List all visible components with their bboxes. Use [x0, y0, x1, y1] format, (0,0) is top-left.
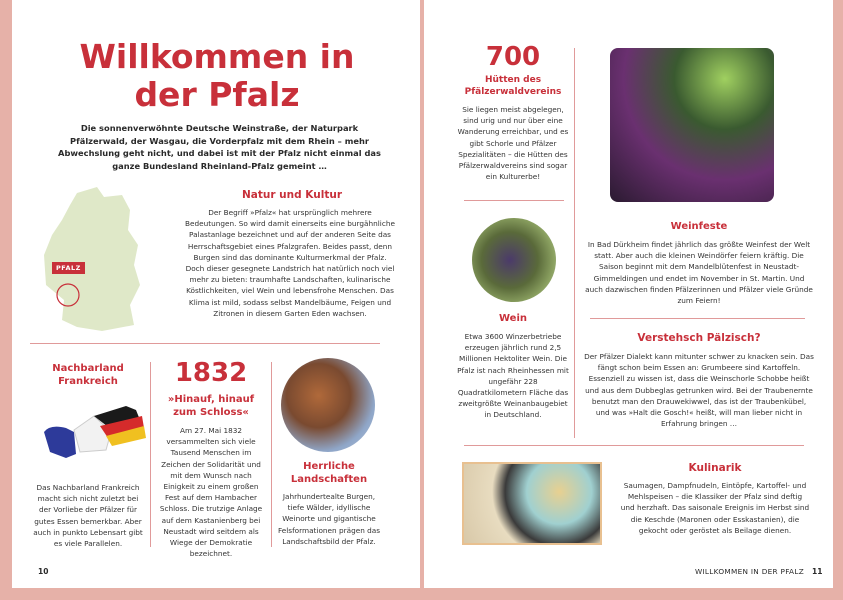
kulinarik-text: Saumagen, Dampfnudeln, Eintöpfe, Kartoffel- und Mehlspeisen – die Klassiker der Pfalz sind deftig und herzhaft. Das saisonale Ereignis im Herbst sind die Keschde (Maronen oder Esskastanien), die gekocht oder geröstet als Beilage dienen. [620, 481, 810, 535]
puzzle-flags-image [36, 402, 146, 462]
huetten-number: 700 [485, 42, 541, 72]
title-line-2: der Pfalz [134, 75, 300, 114]
dampfnudeln-photo [462, 462, 602, 545]
rock-formation-photo [281, 358, 375, 452]
divider [464, 445, 804, 446]
divider [271, 362, 272, 547]
frankreich-text: Das Nachbarland Frankreich macht sich nicht zuletzt bei der Vorliebe der Pfälzer für gutes Essen bemerkbar. Aber auch in punkto Lebensart gibt es viele Parallelen. [33, 483, 143, 549]
wein-heading: Wein [498, 313, 527, 324]
page-number: 11 [812, 567, 823, 576]
wine-festival-photo [610, 48, 774, 202]
grapes-photo [472, 218, 556, 302]
natur-text: Der Begriff »Pfalz« hat ursprünglich mehrere Bedeutungen. So wird damit einerseits eine burgähnliche Palastanlage bezeichnet und auf der anderen Seite das Herrschaftsgebiet eines Pfalzgrafen. Beides passt, denn Burgen sind das dominante Kulturmerkmal der Pfalz. Doch dieser gesegnete Landstrich hat natürlich noch viel mehr zu bieten: traumhafte Landschaften, kulinarische Köstlichkeiten, viel Wein und lebensfrohe Menschen. Das Klima ist mild, sodass selbst Mandelbäume, Feigen und Zitronen in diesem Garten Eden wachsen. [185, 208, 395, 318]
title-line-1: Willkommen in [79, 37, 355, 76]
page-number: 10 [38, 567, 49, 576]
divider [574, 48, 575, 438]
divider [590, 318, 805, 319]
frankreich-heading: Nachbarland Frankreich [52, 363, 124, 387]
wein-text: Etwa 3600 Winzerbetriebe erzeugen jährlich rund 2,5 Millionen Hektoliter Wein. Die Pfalz ist nach Rheinhessen mit ungefähr 228 Quadratkilometern Fläche das zweitgrößte Weinanbaugebiet in Deutschland. [457, 332, 569, 420]
weinfeste-heading: Weinfeste [670, 221, 728, 232]
kulinarik-heading: Kulinarik [688, 462, 742, 474]
right-page [424, 0, 833, 588]
divider [30, 343, 380, 344]
intro-text: Die sonnenverwöhnte Deutsche Weinstraße, der Naturpark Pfälzerwald, der Wasgau, die Vorderpfalz mit dem Rhein – mehr Abwechslung geht nicht, und dabei ist mit der Pfalz nicht einmal das ganze Bundesland Rheinland-Pfalz gemeint … [58, 123, 381, 171]
landschaften-heading: Herrliche Landschaften [290, 461, 368, 485]
dialekt-text: Der Pfälzer Dialekt kann mitunter schwer zu knacken sein. Das fängt schon beim Essen an: Grumbeere sind Kartoffeln. Essenziell zu wissen ist, dass die Weinschorle Schobbe heißt und aus dem Dubbeglas getrunken wird. Bei der Traubenernte benutzt man den Drauwekiwwel, das ist der Traubenkübel, und was »Halt die Gosch!« heißt, will man lieber nicht in Erfahrung bringen … [584, 352, 814, 429]
page-title [52, 38, 382, 114]
year-number: 1832 [174, 358, 248, 388]
year-text: Am 27. Mai 1832 versammelten sich viele Tausend Menschen im Zeichen der Solidarität und mit dem Wunsch nach Einigkeit zu einem großen Fest auf dem Hambacher Schloss. Die trutzige Anlage auf dem Kastanienberg bei Neustadt wird seitdem als Wiege der Demokratie bezeichnet. [159, 426, 263, 559]
huetten-text: Sie liegen meist abgelegen, sind urig und nur über eine Wanderung erreichbar, und es gibt Schorle und Pfälzer Spezialitäten – die Hütten des Pfälzerwaldvereins sind sogar ein Kulturerbe! [457, 105, 569, 182]
natur-heading: Natur und Kultur [241, 189, 343, 201]
year-heading: »Hinauf, hinauf zum Schloss« [167, 394, 255, 418]
pfalz-map-label: PFALZ [52, 262, 85, 274]
weinfeste-text: In Bad Dürkheim findet jährlich das größte Weinfest der Welt statt. Aber auch die kleinen Weindörfer feiern kräftig. Die Saison beginnt mit dem Mandelblütenfest in Neustadt-Gimmeldingen und endet im November in St. Martin. Und auch dazwischen finden Pfälzerinnen und Pfälzer viele Gründe zum Feiern! [585, 240, 813, 306]
running-footer: WILLKOMMEN IN DER PFALZ [694, 567, 804, 576]
left-page [12, 0, 420, 588]
divider [150, 362, 151, 547]
divider [464, 200, 564, 201]
huetten-heading: Hütten des Pfälzerwaldvereins [464, 75, 562, 97]
landschaften-text: Jahrhundertealte Burgen, tiefe Wälder, idyllische Weinorte und gigantische Felsformationen prägen das Landschaftsbild der Pfalz. [277, 492, 381, 546]
germany-map [42, 185, 147, 335]
dialekt-heading: Verstehsch Pälzisch? [637, 332, 761, 344]
